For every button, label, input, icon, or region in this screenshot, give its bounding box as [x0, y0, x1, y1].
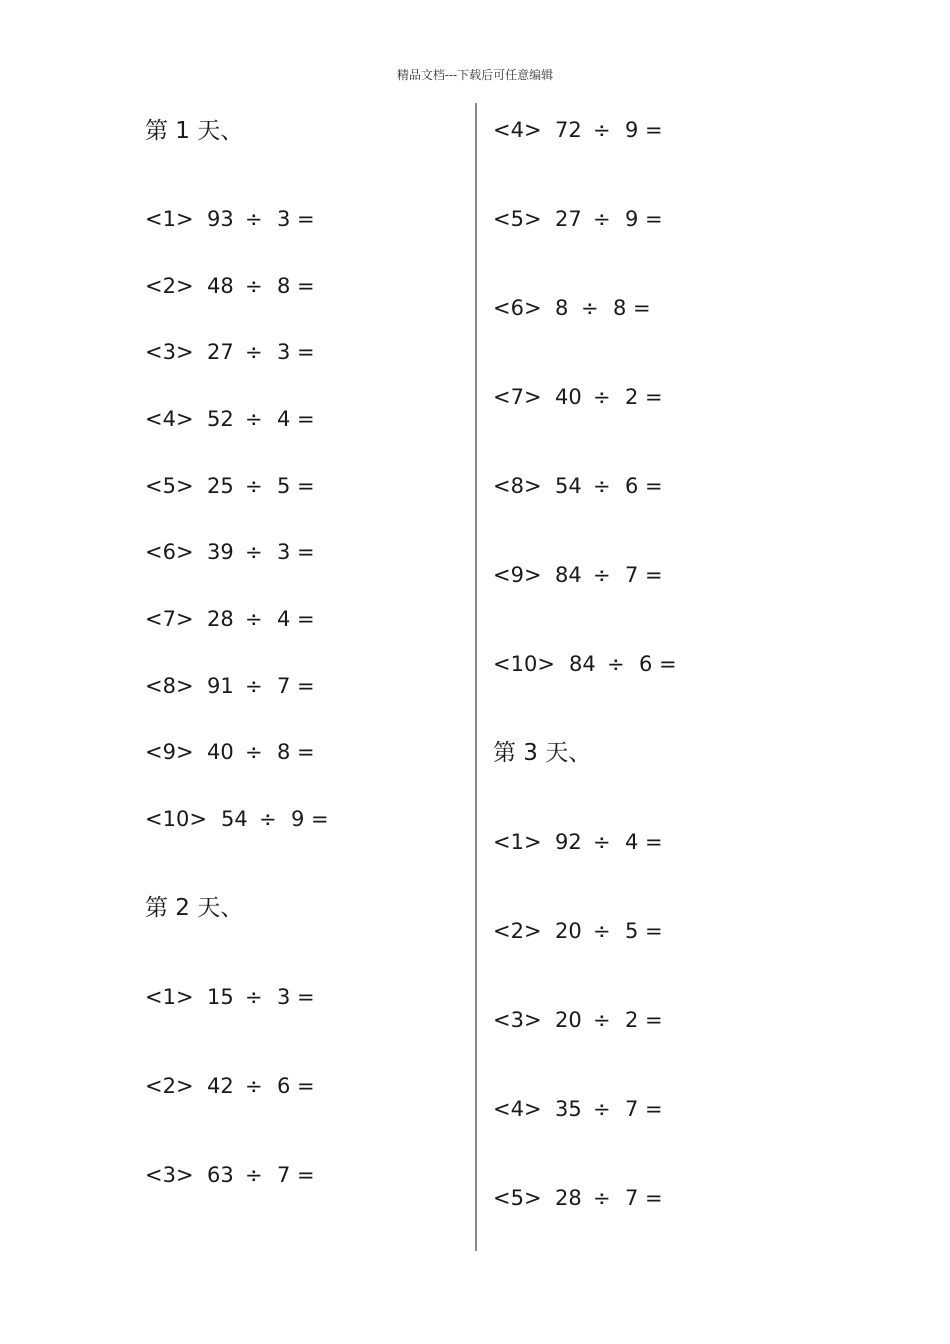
problem-index: <4> — [145, 407, 194, 431]
dividend: 20 — [555, 1008, 582, 1032]
equals-sign: = — [645, 1008, 663, 1032]
divisor: 6 — [277, 1074, 291, 1098]
problem-index: <4> — [493, 118, 542, 142]
problem-row — [145, 471, 315, 501]
divide-sign: ÷ — [593, 385, 611, 409]
page-header: 精品文档---下载后可任意编辑 — [396, 68, 554, 82]
divisor: 2 — [625, 1008, 639, 1032]
divisor: 6 — [639, 652, 653, 676]
divisor: 3 — [277, 540, 291, 564]
equals-sign: = — [659, 652, 677, 676]
day2-heading: 第 2 天、 — [145, 895, 244, 921]
problem-row — [493, 649, 677, 679]
dividend: 54 — [221, 807, 248, 831]
equals-sign: = — [297, 340, 315, 364]
dividend: 20 — [555, 919, 582, 943]
problem-index: <7> — [145, 607, 194, 631]
problem-index: <3> — [145, 1163, 194, 1187]
problem-row — [493, 560, 663, 590]
problem-index: <1> — [145, 985, 194, 1009]
problem-index: <3> — [145, 340, 194, 364]
dividend: 84 — [569, 652, 596, 676]
day1-heading: 第 1 天、 — [145, 118, 244, 144]
problem-row — [145, 204, 315, 234]
equals-sign: = — [297, 540, 315, 564]
divide-sign: ÷ — [593, 830, 611, 854]
dividend: 54 — [555, 474, 582, 498]
divisor: 8 — [613, 296, 627, 320]
divide-sign: ÷ — [245, 207, 263, 231]
divisor: 7 — [625, 1186, 639, 1210]
equals-sign: = — [645, 919, 663, 943]
equals-sign: = — [645, 118, 663, 142]
problem-row — [493, 293, 651, 323]
divisor: 3 — [277, 207, 291, 231]
problem-row — [145, 737, 315, 767]
divisor: 9 — [291, 807, 305, 831]
equals-sign: = — [645, 207, 663, 231]
divide-sign: ÷ — [245, 740, 263, 764]
divisor: 4 — [625, 830, 639, 854]
divisor: 4 — [277, 407, 291, 431]
problem-index: <2> — [145, 1074, 194, 1098]
dividend: 8 — [555, 296, 569, 320]
divide-sign: ÷ — [245, 340, 263, 364]
problem-row — [145, 271, 315, 301]
divisor: 6 — [625, 474, 639, 498]
divisor: 7 — [625, 563, 639, 587]
divide-sign: ÷ — [245, 674, 263, 698]
dividend: 92 — [555, 830, 582, 854]
problem-row — [145, 404, 315, 434]
problem-index: <9> — [493, 563, 542, 587]
dividend: 93 — [207, 207, 234, 231]
dividend: 28 — [555, 1186, 582, 1210]
problem-row — [145, 537, 315, 567]
divide-sign: ÷ — [607, 652, 625, 676]
problem-index: <8> — [145, 674, 194, 698]
column-divider — [475, 103, 477, 1251]
equals-sign: = — [297, 1163, 315, 1187]
dividend: 72 — [555, 118, 582, 142]
equals-sign: = — [645, 385, 663, 409]
divide-sign: ÷ — [593, 1186, 611, 1210]
equals-sign: = — [645, 830, 663, 854]
problem-index: <5> — [493, 207, 542, 231]
dividend: 42 — [207, 1074, 234, 1098]
problem-row — [145, 804, 329, 834]
problem-index: <1> — [145, 207, 194, 231]
dividend: 39 — [207, 540, 234, 564]
dividend: 63 — [207, 1163, 234, 1187]
problem-row — [145, 1071, 315, 1101]
problem-index: <7> — [493, 385, 542, 409]
dividend: 48 — [207, 274, 234, 298]
divide-sign: ÷ — [593, 207, 611, 231]
divisor: 7 — [625, 1097, 639, 1121]
problem-index: <9> — [145, 740, 194, 764]
problem-row — [145, 982, 315, 1012]
divide-sign: ÷ — [245, 985, 263, 1009]
divisor: 3 — [277, 985, 291, 1009]
problem-index: <1> — [493, 830, 542, 854]
divide-sign: ÷ — [593, 1097, 611, 1121]
divisor: 4 — [277, 607, 291, 631]
divisor: 8 — [277, 740, 291, 764]
dividend: 52 — [207, 407, 234, 431]
dividend: 91 — [207, 674, 234, 698]
problem-row — [145, 671, 315, 701]
divide-sign: ÷ — [581, 296, 599, 320]
problem-row — [493, 1005, 663, 1035]
problem-row — [493, 916, 663, 946]
problem-index: <6> — [145, 540, 194, 564]
divide-sign: ÷ — [593, 118, 611, 142]
problem-row — [493, 115, 663, 145]
divide-sign: ÷ — [593, 1008, 611, 1032]
problem-row — [493, 382, 663, 412]
problem-index: <10> — [145, 807, 207, 831]
dividend: 28 — [207, 607, 234, 631]
dividend: 40 — [207, 740, 234, 764]
divide-sign: ÷ — [245, 1163, 263, 1187]
dividend: 35 — [555, 1097, 582, 1121]
equals-sign: = — [297, 985, 315, 1009]
day3-heading: 第 3 天、 — [493, 740, 592, 766]
divisor: 3 — [277, 340, 291, 364]
divisor: 7 — [277, 1163, 291, 1187]
divisor: 5 — [625, 919, 639, 943]
problem-row — [145, 337, 315, 367]
problem-index: <8> — [493, 474, 542, 498]
problem-row — [493, 1183, 663, 1213]
problem-row — [145, 604, 315, 634]
divide-sign: ÷ — [245, 474, 263, 498]
equals-sign: = — [297, 207, 315, 231]
problem-index: <6> — [493, 296, 542, 320]
equals-sign: = — [645, 1186, 663, 1210]
problem-row — [493, 471, 663, 501]
problem-row — [145, 1160, 315, 1190]
divide-sign: ÷ — [245, 274, 263, 298]
divide-sign: ÷ — [245, 1074, 263, 1098]
divisor: 2 — [625, 385, 639, 409]
divide-sign: ÷ — [245, 540, 263, 564]
problem-index: <2> — [145, 274, 194, 298]
problem-index: <5> — [493, 1186, 542, 1210]
equals-sign: = — [311, 807, 329, 831]
equals-sign: = — [645, 563, 663, 587]
equals-sign: = — [297, 607, 315, 631]
equals-sign: = — [633, 296, 651, 320]
divisor: 9 — [625, 118, 639, 142]
divide-sign: ÷ — [593, 919, 611, 943]
divide-sign: ÷ — [245, 607, 263, 631]
dividend: 27 — [555, 207, 582, 231]
equals-sign: = — [297, 407, 315, 431]
dividend: 15 — [207, 985, 234, 1009]
problem-index: <5> — [145, 474, 194, 498]
dividend: 84 — [555, 563, 582, 587]
problem-row — [493, 1094, 663, 1124]
dividend: 27 — [207, 340, 234, 364]
equals-sign: = — [297, 474, 315, 498]
divisor: 9 — [625, 207, 639, 231]
equals-sign: = — [645, 1097, 663, 1121]
problem-index: <4> — [493, 1097, 542, 1121]
equals-sign: = — [297, 674, 315, 698]
divisor: 5 — [277, 474, 291, 498]
equals-sign: = — [297, 1074, 315, 1098]
divisor: 8 — [277, 274, 291, 298]
equals-sign: = — [297, 274, 315, 298]
divisor: 7 — [277, 674, 291, 698]
problem-index: <2> — [493, 919, 542, 943]
divide-sign: ÷ — [259, 807, 277, 831]
divide-sign: ÷ — [593, 474, 611, 498]
equals-sign: = — [645, 474, 663, 498]
problem-row — [493, 204, 663, 234]
equals-sign: = — [297, 740, 315, 764]
dividend: 40 — [555, 385, 582, 409]
dividend: 25 — [207, 474, 234, 498]
divide-sign: ÷ — [245, 407, 263, 431]
problem-index: <10> — [493, 652, 555, 676]
problem-row — [493, 827, 663, 857]
divide-sign: ÷ — [593, 563, 611, 587]
problem-index: <3> — [493, 1008, 542, 1032]
